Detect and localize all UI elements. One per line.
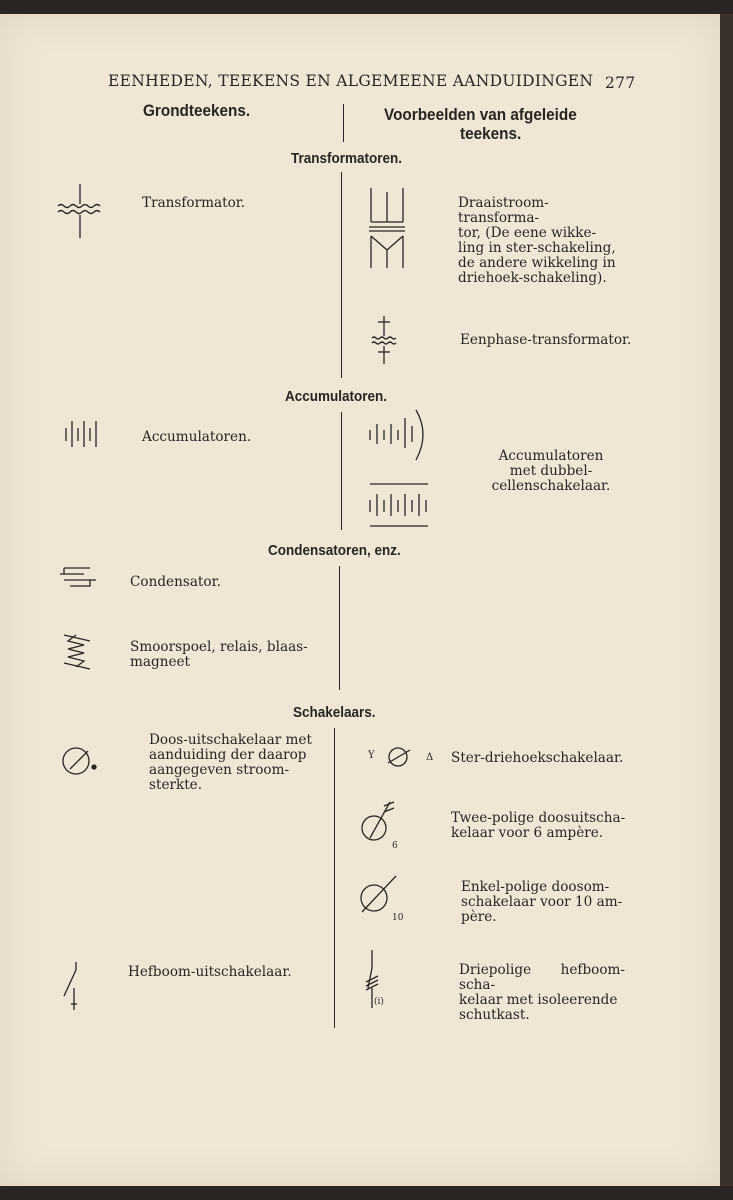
twee-polige-line-1: Twee-polige doosuitscha- [451,810,626,826]
draaistroom-line-3: ling in ster-schakeling, [458,240,616,256]
draaistroom-line-1: Draaistroom-transforma- [458,195,549,226]
choke-coil-icon [62,633,94,671]
doos-line-2: aanduiding der daarop [149,747,307,763]
column-divider [334,728,335,1028]
three-pole-lever-switch-icon [364,948,404,1012]
smoorspoel-description [130,640,325,670]
star-label: Y [368,750,375,761]
delta-label: Δ [426,752,434,763]
column-divider [341,172,342,378]
accu-cell-line-2: met dubbel- [509,463,593,479]
battery-icon [64,419,98,453]
column-divider [341,412,342,530]
box-switch-icon [60,745,100,779]
star-delta-switch-icon [368,744,438,768]
accu-cell-description [490,449,612,494]
doos-description [149,733,317,793]
right-column-title-line1: Voorbeelden van afgeleide [384,105,577,124]
twee-polige-description [451,811,627,841]
ster-driehoek-label: Ster-driehoekschakelaar. [451,750,624,766]
draaistroom-line-4: de andere wikkeling in [458,255,616,271]
condensator-label: Condensator. [130,574,221,590]
doos-line-3: aangegeven stroom- [149,762,290,778]
single-phase-transformer-icon [370,316,400,366]
section-accumulatoren: Accumulatoren. [285,388,388,405]
driepolige-line-2: kelaar met isoleerende [459,992,618,1008]
accumulatoren-label: Accumulatoren. [142,429,252,445]
draaistroom-line-5: driehoek-schakeling). [458,270,607,286]
driepolige-line-1: Driepolige hefboom-scha- [459,962,625,993]
smoorspoel-line-2: magneet [130,654,191,670]
right-column-title-line2: teekens. [460,124,522,143]
page-edge [720,14,733,1186]
section-condensatoren: Condensatoren, enz. [268,542,401,559]
three-phase-transformer-icon [369,186,409,268]
capacitor-icon [60,566,98,588]
enkel-polige-description [461,880,627,925]
accu-cell-line-3: cellenschakelaar. [491,478,611,494]
draaistroom-description [458,196,629,286]
hefboom-label: Hefboom-uitschakelaar. [128,964,292,980]
two-pole-box-switch-icon [360,796,404,850]
column-divider [339,566,340,690]
battery-cell-switch-icon [368,408,440,532]
transformer-icon [56,184,106,240]
left-column-title: Grondteekens. [143,101,251,120]
draaistroom-line-2: tor, (De eene wikke- [458,225,597,241]
enkel-polige-line-3: père. [461,909,497,925]
amp-10-label: 10 [392,913,404,923]
doos-line-4: sterkte. [149,777,203,793]
doos-line-1: Doos-uitschakelaar met [149,732,312,748]
amp-i-label: (i) [374,997,384,1007]
running-header: EENHEDEN, TEEKENS EN ALGEMEENE AANDUIDINGEN [108,72,594,90]
accu-cell-line-1: Accumulatoren [498,448,604,464]
transformator-label: Transformator. [142,195,246,211]
section-schakelaars: Schakelaars. [293,704,376,721]
smoorspoel-line-1: Smoorspoel, relais, blaas- [130,639,308,655]
single-pole-box-switch-icon [356,874,408,922]
lever-switch-icon [60,958,82,1014]
enkel-polige-line-1: Enkel-polige doosom- [461,879,610,895]
column-divider [343,104,344,142]
section-transformatoren: Transformatoren. [291,150,403,167]
driepolige-description [459,963,625,1023]
page-number: 277 [605,74,636,92]
amp-6-label: 6 [392,841,398,851]
driepolige-line-3: schutkast. [459,1007,530,1023]
enkel-polige-line-2: schakelaar voor 10 am- [461,894,623,910]
eenphase-label: Eenphase-transformator. [460,332,632,348]
twee-polige-line-2: kelaar voor 6 ampère. [451,825,604,841]
